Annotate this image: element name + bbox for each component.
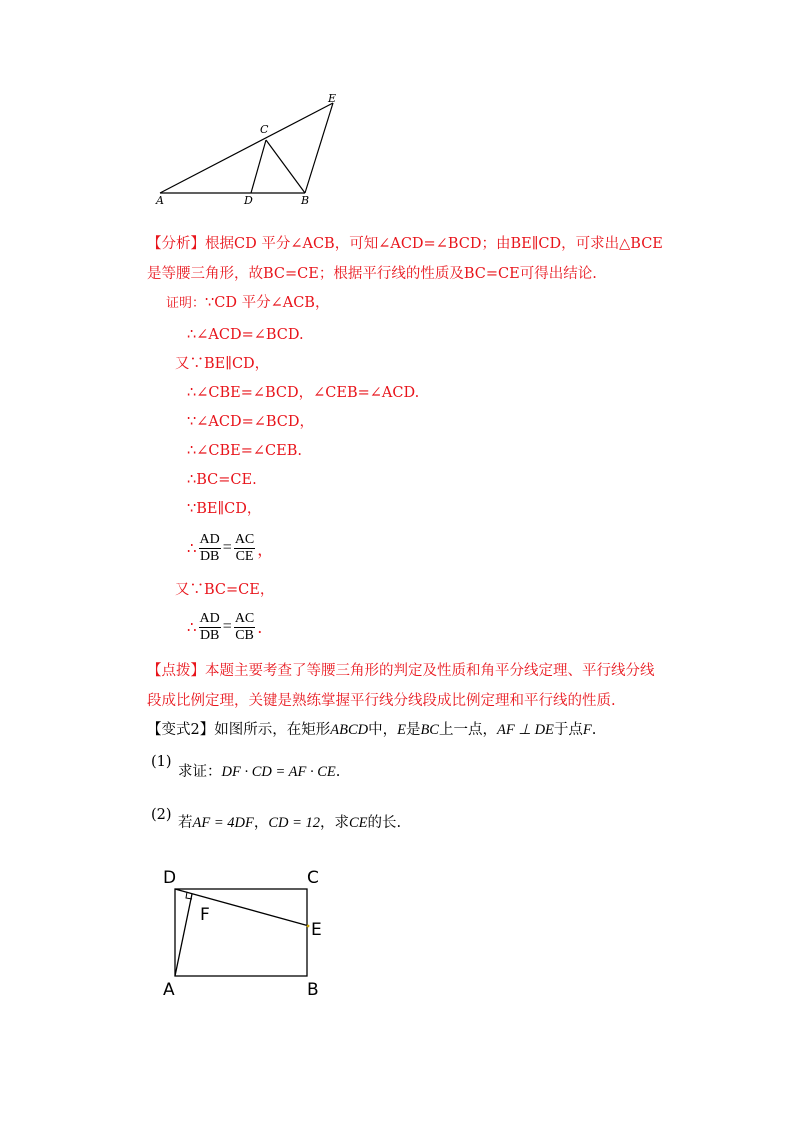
- frac1-num1: AD: [199, 531, 220, 547]
- label-A: A: [156, 194, 164, 207]
- proof-line-5: ∵∠ACD=∠BCD，: [187, 414, 315, 430]
- rect-label-F: F: [200, 905, 210, 925]
- proof-line-9: 又∵BC=CE，: [175, 582, 275, 598]
- frac2-right: [234, 611, 255, 644]
- variant-e: E: [397, 722, 406, 738]
- proof-line-1-text: ∵CD 平分∠ACB，: [205, 295, 330, 311]
- rect-label-E: E: [311, 920, 322, 940]
- proof-intro-label: 证明：: [166, 296, 206, 311]
- rect-label-A: A: [163, 980, 175, 1000]
- variant-statement: [147, 720, 596, 740]
- rect-label-B: B: [307, 980, 319, 1000]
- variant-perp: AF ⊥ DE: [496, 722, 554, 738]
- frac1-num2: AC: [234, 531, 255, 547]
- proof-line-7: ∴BC=CE.: [187, 472, 257, 488]
- analysis-paragraph: [147, 229, 667, 289]
- q2-b: ，: [253, 815, 269, 831]
- rect-label-D: D: [163, 868, 177, 888]
- frac1-left: [199, 532, 221, 565]
- tip-text: 本题主要考查了等腰三角形的判定及性质和角平分线定理、平行线分线段成比例定理，关键是熟练掌握平行线分线段成比例定理和平行线的性质.: [147, 663, 655, 709]
- variant-f: F: [582, 722, 592, 738]
- figure-rectangle: [160, 865, 340, 1005]
- frac2-lead: ∴: [187, 618, 197, 636]
- question-1: [178, 762, 340, 782]
- frac1-eq: =: [222, 539, 232, 556]
- variant-text-a: 如图所示，在矩形: [214, 722, 331, 738]
- proof-line-3: 又∵BE∥CD，: [175, 356, 270, 372]
- analysis-tag: 【分析】: [147, 236, 205, 252]
- frac1-den1: DB: [199, 548, 220, 564]
- frac2-left: [199, 611, 221, 644]
- q1-label: 求证：: [178, 764, 222, 780]
- frac2-num1: AD: [199, 610, 220, 626]
- frac2-num2: AC: [234, 610, 255, 626]
- q1-math: DF · CD = AF · CE: [221, 764, 336, 780]
- frac2-den2: CB: [235, 627, 254, 643]
- variant-tag: 【变式2】: [147, 722, 215, 738]
- variant-text-d: 上一点，: [438, 722, 497, 738]
- proof-fraction-2: [187, 607, 262, 647]
- frac2-tail: .: [257, 617, 263, 637]
- figure-triangle: [150, 90, 350, 210]
- frac1-tail: ，: [257, 539, 274, 559]
- proof-line-2: ∴∠ACD=∠BCD.: [187, 327, 304, 343]
- frac1-right: [234, 532, 255, 565]
- label-B: B: [301, 194, 310, 207]
- question-2-number: (2): [151, 807, 172, 823]
- variant-text-f: .: [591, 722, 597, 738]
- q1-end: .: [335, 764, 341, 780]
- proof-line-8: ∵BE∥CD，: [187, 501, 262, 517]
- q2-m1: AF = 4DF: [192, 815, 254, 831]
- analysis-text: 根据CD 平分∠ACB，可知∠ACD=∠BCD；由BE∥CD，可求出△BCE是等腰三角形，故BC=CE；根据平行线的性质及BC=CE可得出结论.: [147, 236, 663, 282]
- q2-c: ，求: [320, 815, 350, 831]
- rect-label-C: C: [307, 868, 319, 888]
- variant-abcd: ABCD: [330, 722, 369, 738]
- proof-line-1: [166, 293, 329, 314]
- variant-text-e: 于点: [553, 722, 583, 738]
- tip-paragraph: [147, 656, 667, 716]
- question-2: [178, 813, 401, 833]
- label-D: D: [244, 194, 253, 207]
- question-1-number: (1): [151, 754, 172, 770]
- q2-m2: CD = 12: [268, 815, 321, 831]
- variant-bc: BC: [420, 722, 439, 738]
- label-E: E: [328, 92, 337, 105]
- proof-fraction-1: [187, 528, 273, 568]
- proof-line-4: ∴∠CBE=∠BCD，∠CEB=∠ACD.: [187, 385, 420, 401]
- tip-tag: 【点拨】: [147, 663, 205, 679]
- frac1-lead: ∴: [187, 539, 197, 557]
- proof-line-6: ∴∠CBE=∠CEB.: [187, 443, 302, 459]
- q2-m3: CE: [349, 815, 368, 831]
- variant-text-c: 是: [405, 722, 421, 738]
- q2-a: 若: [178, 815, 193, 831]
- frac1-den2: CE: [235, 548, 254, 564]
- triangle-diagram: [150, 90, 350, 210]
- label-C: C: [260, 123, 269, 136]
- q2-d: 的长.: [367, 815, 402, 831]
- frac2-eq: =: [222, 618, 232, 635]
- variant-text-b: 中，: [368, 722, 398, 738]
- frac2-den1: DB: [199, 627, 220, 643]
